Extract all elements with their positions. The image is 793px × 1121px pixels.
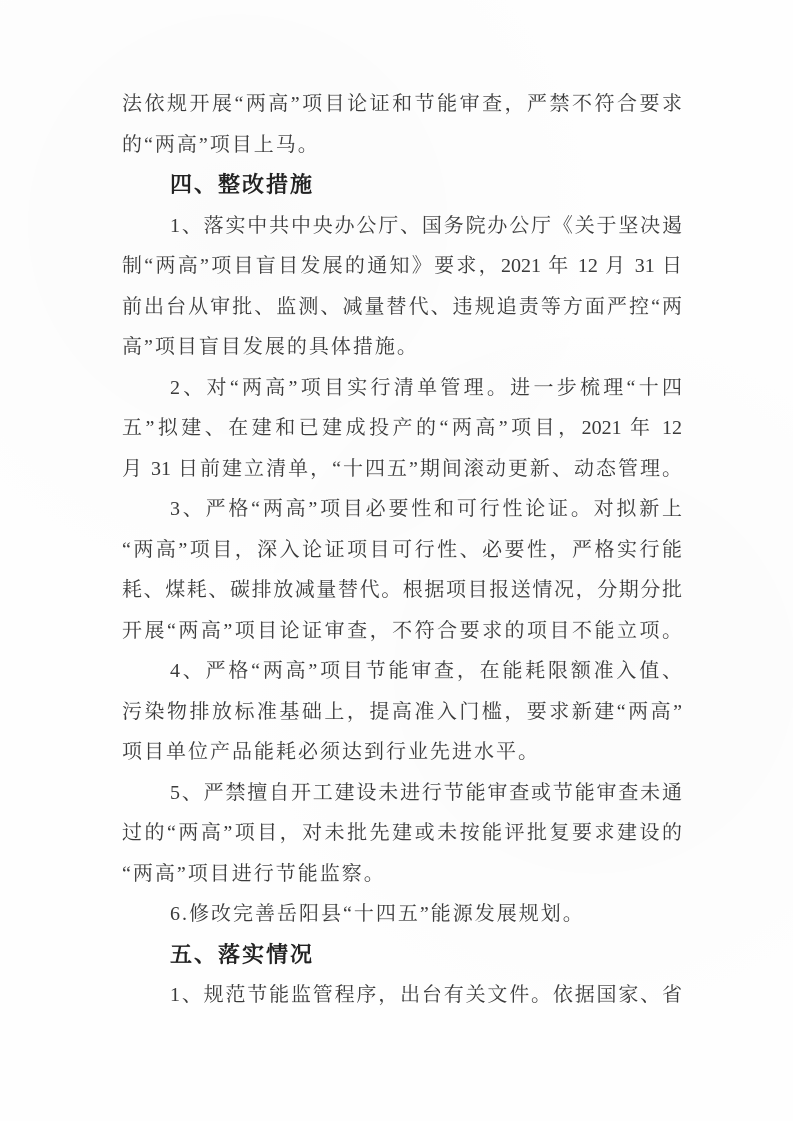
text-line: 项目单位产品能耗必须达到行业先进水平。 [122,741,540,763]
text-line: 污染物排放标准基础上，提高准入门槛，要求新建“两高” [122,700,682,723]
text-line: 五”拟建、在建和已建成投产的“两高”项目，2021 年 12 [122,417,682,439]
text-line: 5、严禁擅自开工建设未进行节能审查或节能审查未通 [170,781,682,804]
text-line: 过的“两高”项目，对未批先建或未按能评批复要求建设的 [122,822,682,844]
text-line: “两高”项目，深入论证项目可行性、必要性，严格实行能 [122,538,682,561]
text-line: 3、严格“两高”项目必要性和可行性论证。对拟新上 [170,498,682,520]
document-body [122,84,682,1016]
text-line: “两高”项目进行节能监察。 [122,862,386,885]
text-line: 前出台从审批、监测、减量替代、违规追责等方面严控“两 [122,295,682,318]
section-heading-4: 四、整改措施 [170,172,315,197]
text-line: 1、规范节能监管程序，出台有关文件。依据国家、省 [170,984,682,1006]
text-line: 4、严格“两高”项目节能审查，在能耗限额准入值、 [170,660,682,682]
section-heading-5: 五、落实情况 [170,941,315,967]
text-line: 1、落实中共中央办公厅、国务院办公厅《关于坚决遏 [170,214,682,237]
text-line: 的“两高”项目上马。 [122,133,320,156]
text-line: 高”项目盲目发展的具体措施。 [122,336,419,358]
text-line: 制“两高”项目盲目发展的通知》要求，2021 年 12 月 31 日 [122,255,682,277]
text-line: 2、对“两高”项目实行清单管理。进一步梳理“十四 [170,376,682,399]
text-line: 月 31 日前建立清单，“十四五”期间滚动更新、动态管理。 [122,457,682,480]
text-line: 法依规开展“两高”项目论证和节能审查，严禁不符合要求 [122,93,682,115]
text-line: 开展“两高”项目论证审查，不符合要求的项目不能立项。 [122,619,682,642]
text-line: 6.修改完善岳阳县“十四五”能源发展规划。 [170,903,585,925]
text-line: 耗、煤耗、碳排放减量替代。根据项目报送情况，分期分批 [122,579,682,601]
